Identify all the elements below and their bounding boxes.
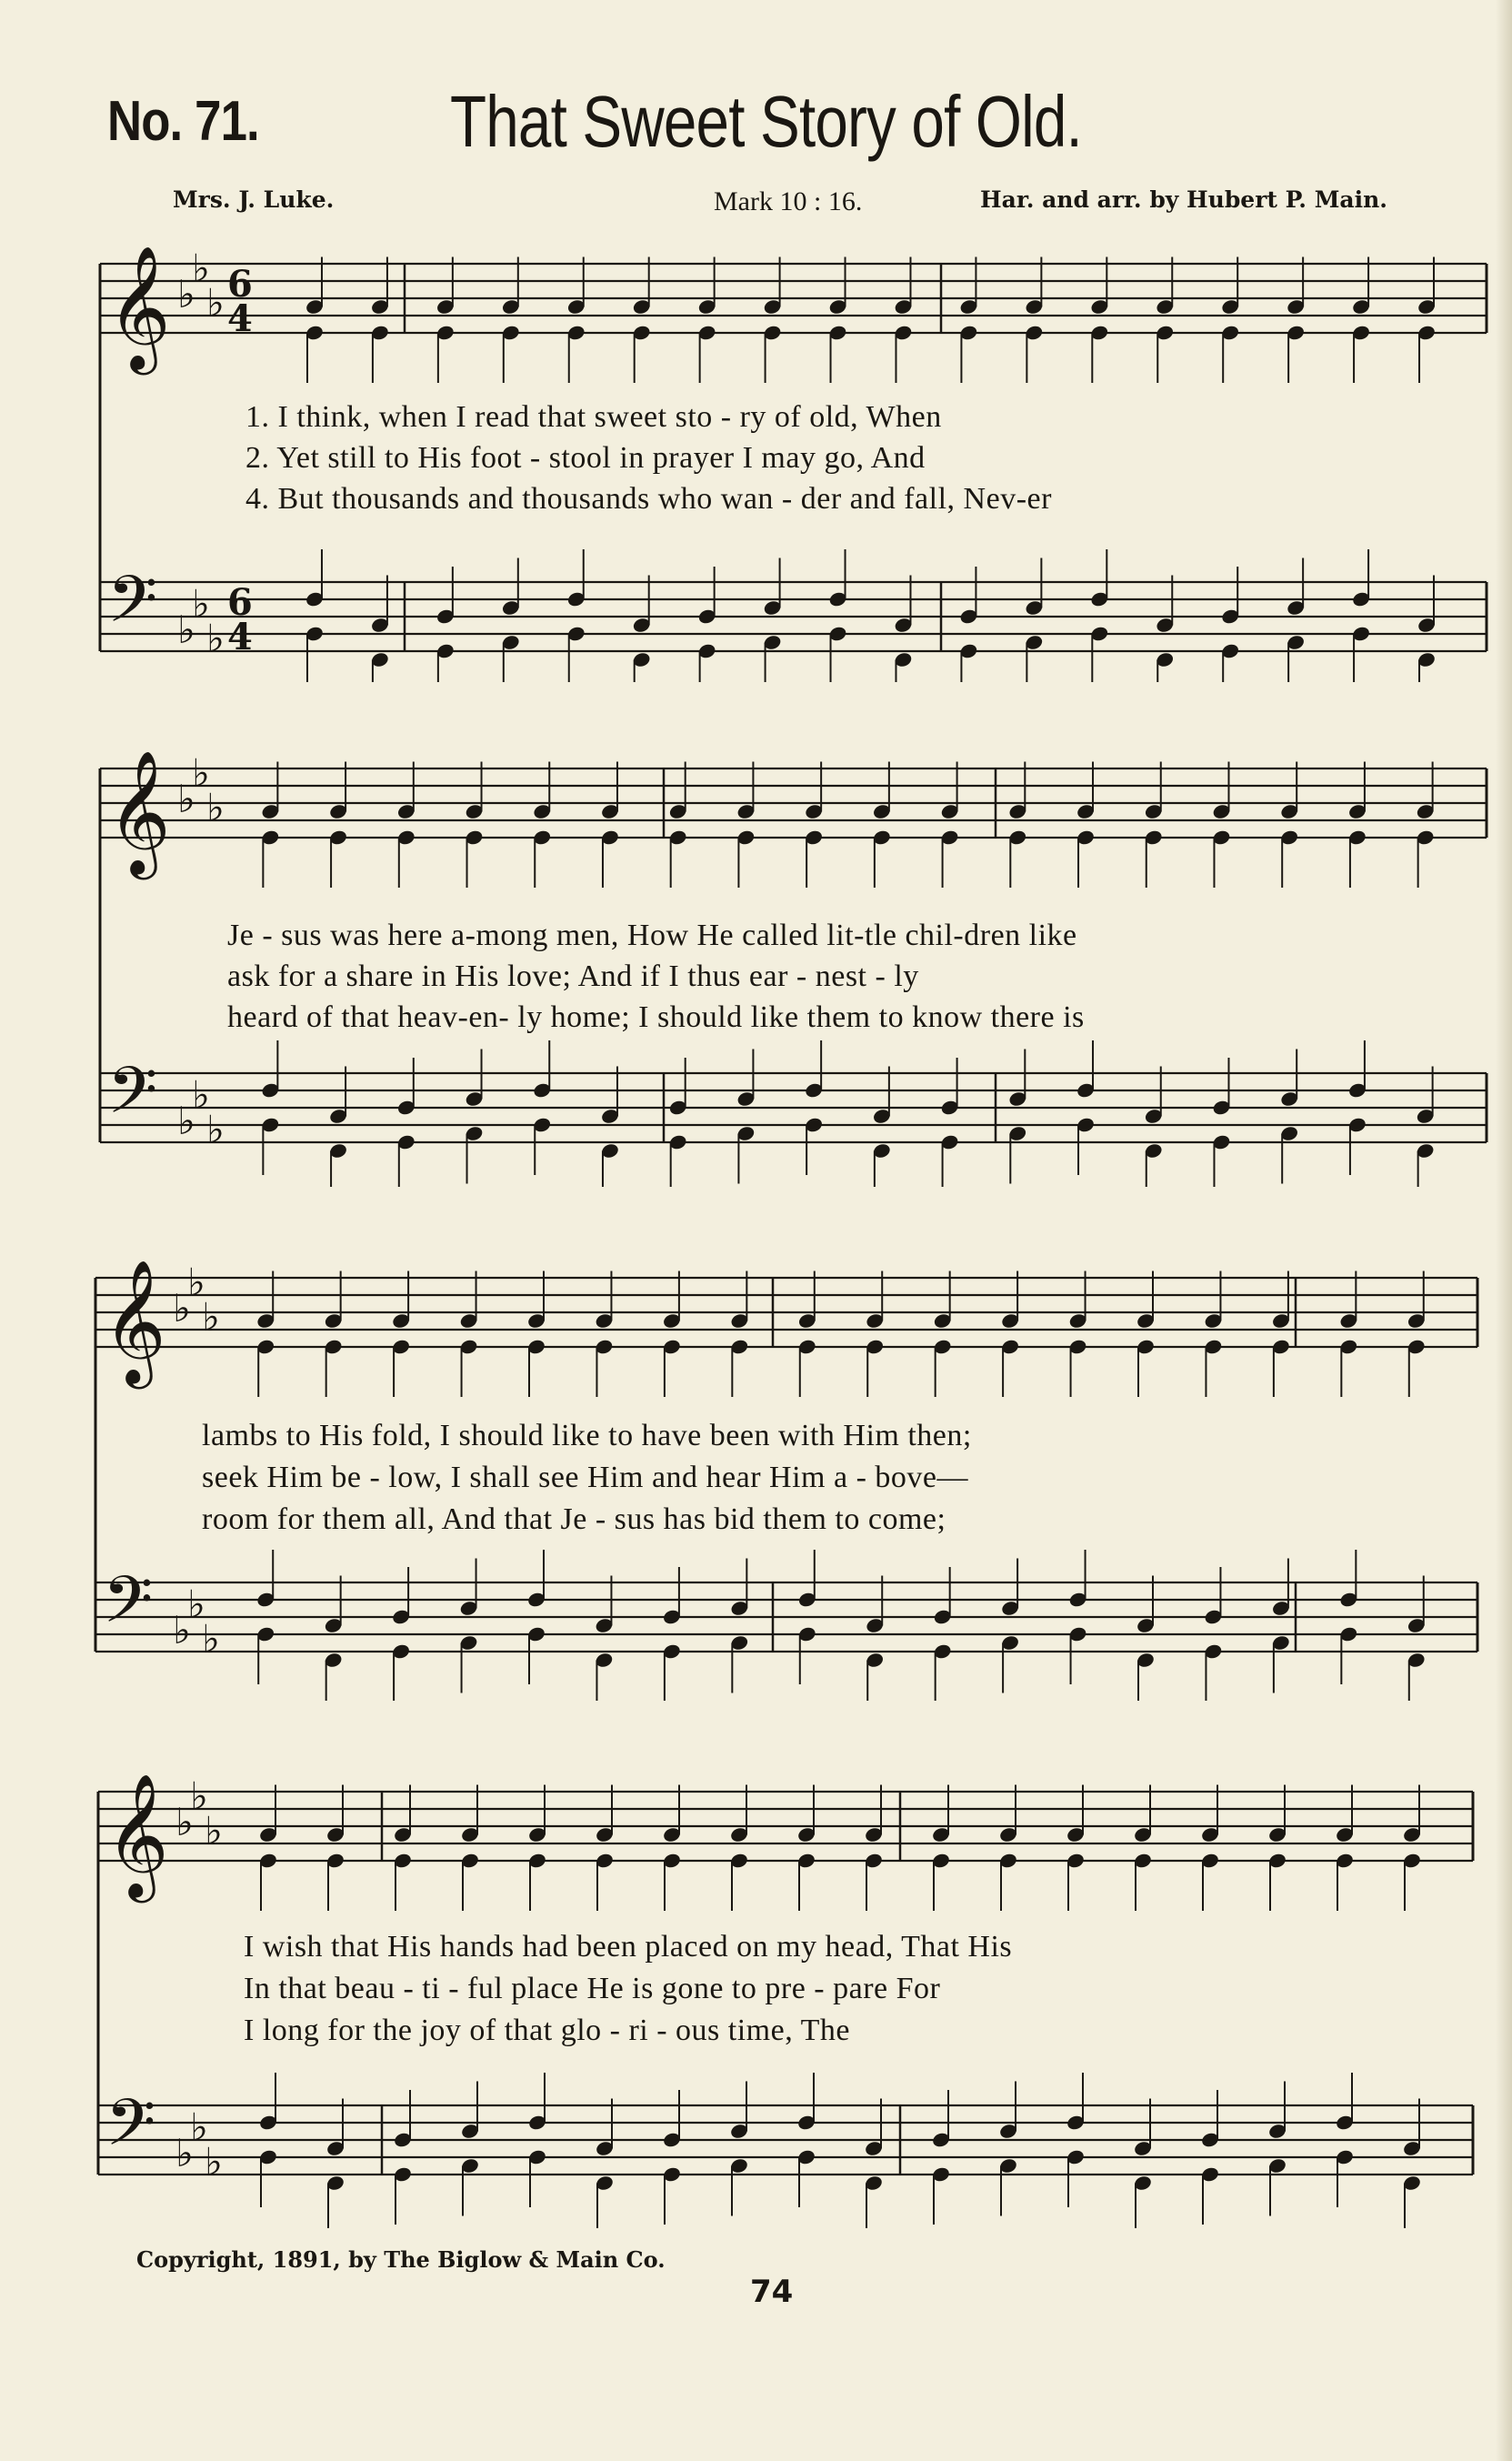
flat-sign-icon: ♭ [202, 1294, 220, 1340]
flat-sign-icon: ♭ [205, 2139, 223, 2185]
lyric-verse-4: room for them all, And that Je - sus has bid them to come; [202, 1502, 946, 1536]
hymn-number: No. 71. [107, 90, 259, 153]
music-system-3 [0, 1246, 1512, 1701]
flat-sign-icon: ♭ [192, 750, 210, 796]
lyric-verse-4: I long for the joy of that glo - ri - ous time, The [244, 2014, 850, 2047]
flat-sign-icon: ♭ [175, 2131, 194, 2175]
flat-sign-icon: ♭ [206, 785, 225, 830]
lyricist-credit: Mrs. J. Luke. [173, 186, 335, 213]
lyric-verse-2: seek Him be - low, I shall see Him and hear Him a - bove— [202, 1461, 969, 1494]
treble-clef-icon: 𝄞 [107, 244, 171, 369]
flat-sign-icon: ♭ [190, 1773, 208, 1819]
bass-clef-icon: 𝄢 [107, 1053, 158, 1144]
music-system-2 [0, 750, 1512, 1187]
music-system-1 [0, 227, 1512, 682]
music-system-4 [0, 1755, 1512, 2228]
flat-sign-icon: ♭ [177, 777, 195, 821]
time-signature-top: 6 [227, 581, 253, 625]
lyric-verse-2: 2. Yet still to His foot - stool in prayer I may go, And [245, 441, 926, 475]
treble-clef-icon: 𝄞 [107, 750, 171, 874]
flat-sign-icon: ♭ [187, 1260, 205, 1305]
scripture-reference: Mark 10 : 16. [714, 186, 863, 216]
lyric-verse-1: lambs to His fold, I should like to have been with Him then; [202, 1419, 972, 1452]
lyric-verse-1: I wish that His hands had been placed on my head, That His [244, 1930, 1013, 1964]
bass-clef-icon: 𝄢 [107, 562, 158, 653]
flat-sign-icon: ♭ [177, 1099, 195, 1143]
lyric-verse-2: In that beau - ti - ful place He is gone to pre - pare For [244, 1972, 941, 2005]
flat-sign-icon: ♭ [177, 272, 195, 316]
flat-sign-icon: ♭ [202, 1616, 220, 1662]
time-signature-bottom: 4 [227, 297, 253, 341]
time-signature-top: 6 [227, 263, 253, 306]
treble-clef-icon: 𝄞 [103, 1258, 166, 1383]
lyric-verse-1: Je - sus was here a-mong men, How He called lit-tle chil-dren like [227, 919, 1077, 952]
flat-sign-icon: ♭ [190, 2104, 208, 2150]
copyright-notice: Copyright, 1891, by The Biglow & Main Co. [136, 2246, 666, 2273]
flat-sign-icon: ♭ [192, 1072, 210, 1118]
flat-sign-icon: ♭ [206, 1107, 225, 1152]
treble-clef-icon: 𝄞 [105, 1772, 169, 1897]
lyric-verse-4: 4. But thousands and thousands who wan - der and fall, Nev-er [245, 482, 1052, 516]
lyric-verse-4: heard of that heav-en- ly home; I should like them to know there is [227, 1000, 1085, 1034]
flat-sign-icon: ♭ [206, 616, 225, 661]
lyric-verse-1: 1. I think, when I read that sweet sto - ry of old, When [245, 400, 942, 434]
flat-sign-icon: ♭ [177, 608, 195, 652]
bass-clef-icon: 𝄢 [103, 1562, 154, 1653]
flat-sign-icon: ♭ [187, 1582, 205, 1627]
flat-sign-icon: ♭ [205, 1808, 223, 1853]
flat-sign-icon: ♭ [173, 1608, 191, 1652]
flat-sign-icon: ♭ [192, 246, 210, 291]
flat-sign-icon: ♭ [175, 1800, 194, 1844]
hymn-title: That Sweet Story of Old. [450, 81, 1082, 162]
flat-sign-icon: ♭ [206, 280, 225, 326]
flat-sign-icon: ♭ [173, 1286, 191, 1331]
time-signature-bottom: 4 [227, 616, 253, 659]
lyric-verse-2: ask for a share in His love; And if I thus ear - nest - ly [227, 959, 919, 993]
bass-clef-icon: 𝄢 [105, 2085, 156, 2176]
arranger-credit: Har. and arr. by Hubert P. Main. [980, 186, 1387, 213]
flat-sign-icon: ♭ [192, 581, 210, 627]
page-number: 74 [750, 2274, 794, 2310]
